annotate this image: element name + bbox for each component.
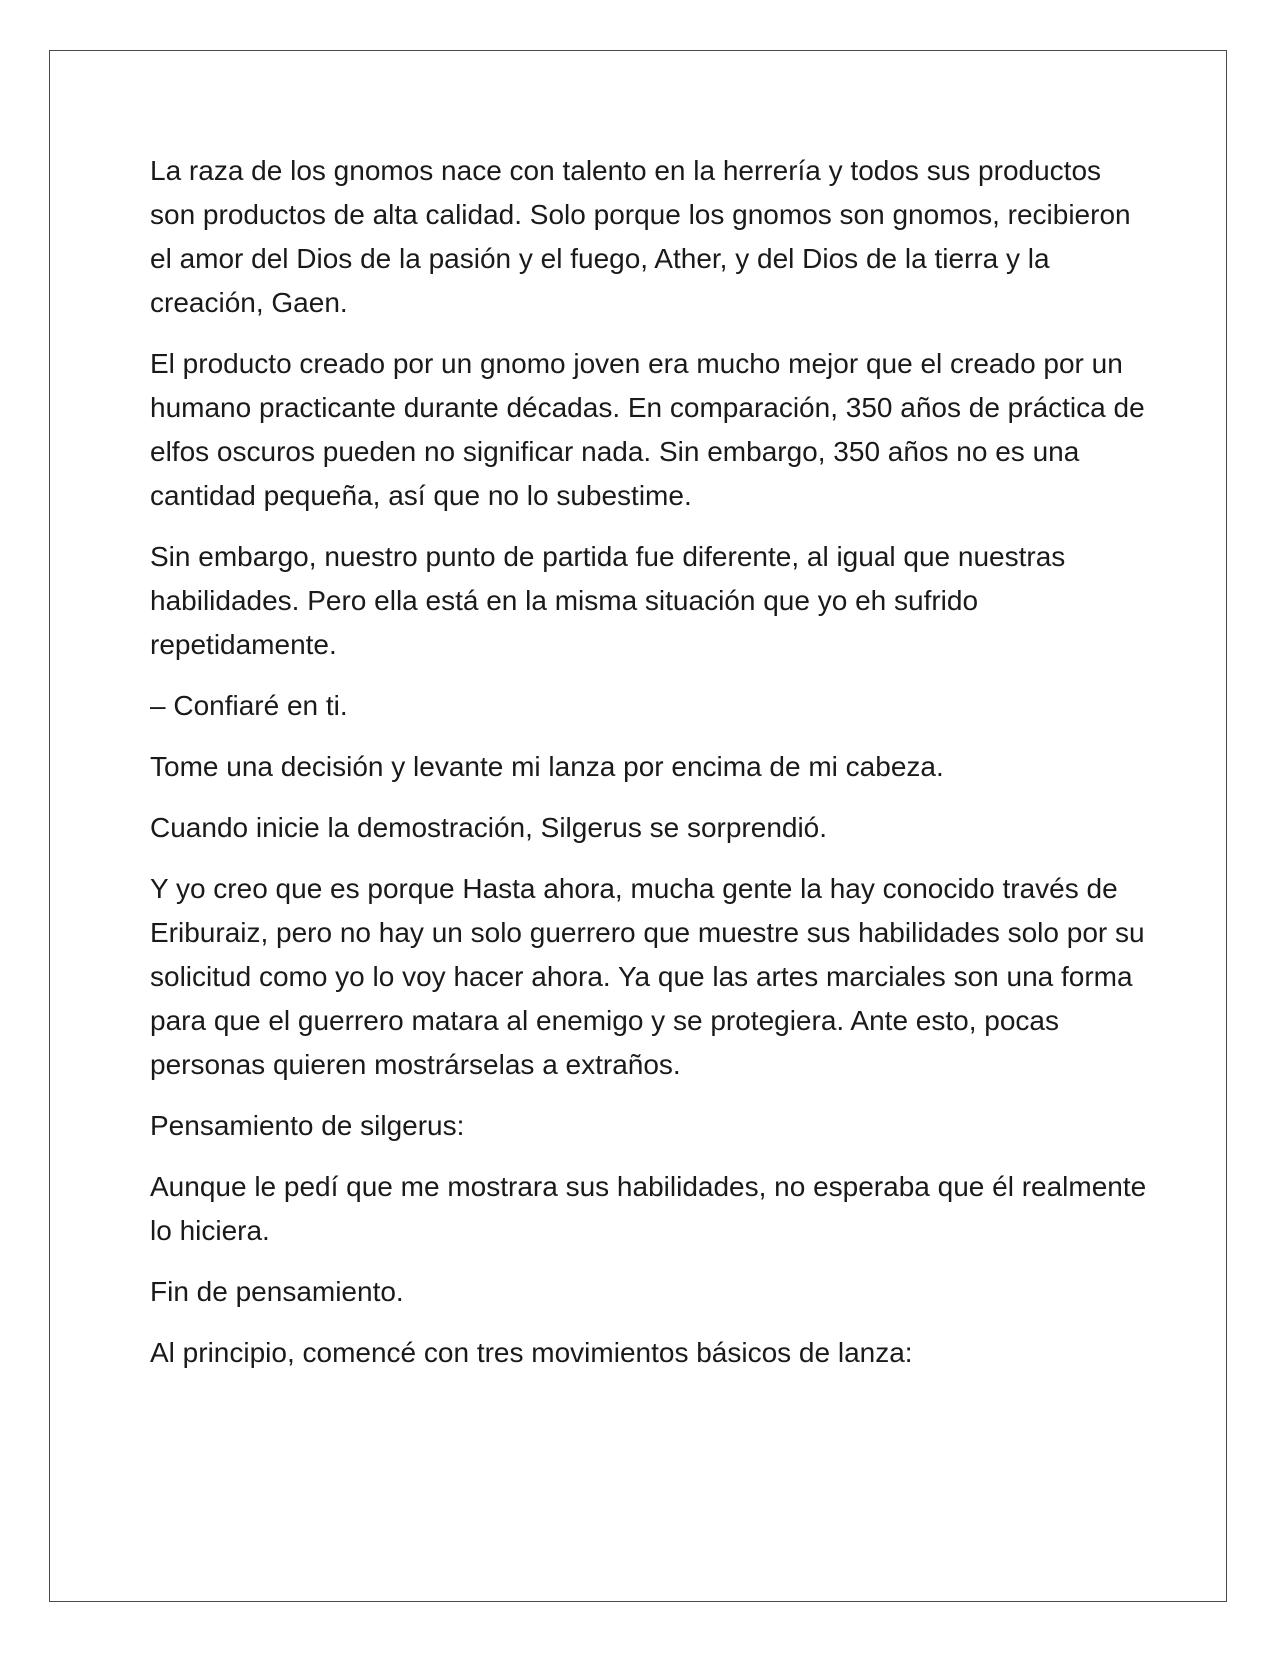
paragraph: Cuando inicie la demostración, Silgerus se sorprendió. <box>150 812 828 843</box>
paragraph: Aunque le pedí que me mostrara sus habilidades, no esperaba que él realmente lo hiciera. <box>150 1171 1147 1246</box>
paragraph: Tome una decisión y levante mi lanza por encima de mi cabeza. <box>150 751 944 782</box>
paragraph: El producto creado por un gnomo joven era mucho mejor que el creado por un humano practicante durante décadas. En comparación, 350 años de práctica de elfos oscuros pueden no significar nada. Sin embargo, 350 años no es una cantidad pequeña, así que no lo subestime. <box>150 348 1145 511</box>
document-page <box>49 50 1227 1602</box>
paragraph: Al principio, comencé con tres movimientos básicos de lanza: <box>150 1337 913 1368</box>
paragraph: La raza de los gnomos nace con talento en la herrería y todos sus productos son productos de alta calidad. Solo porque los gnomos son gnomos, recibieron el amor del Dios de la pasión y el fuego, Ather, y del Dios de la tierra y la creación, Gaen. <box>150 155 1131 318</box>
paragraph: – Confiaré en ti. <box>150 690 348 721</box>
document-body <box>150 149 1150 1392</box>
paragraph: Sin embargo, nuestro punto de partida fue diferente, al igual que nuestras habilidades. Pero ella está en la misma situación que yo eh sufrido repetidamente. <box>150 541 1066 660</box>
paragraph: Y yo creo que es porque Hasta ahora, mucha gente la hay conocido través de Eriburaiz, pero no hay un solo guerrero que muestre sus habilidades solo por su solicitud como yo lo voy hacer ahora. Ya que las artes marciales son una forma para que el guerrero matara al enemigo y se protegiera. Ante esto, pocas personas quieren mostrárselas a extraños. <box>150 873 1145 1080</box>
paragraph: Fin de pensamiento. <box>150 1276 404 1307</box>
paragraph: Pensamiento de silgerus: <box>150 1110 465 1141</box>
